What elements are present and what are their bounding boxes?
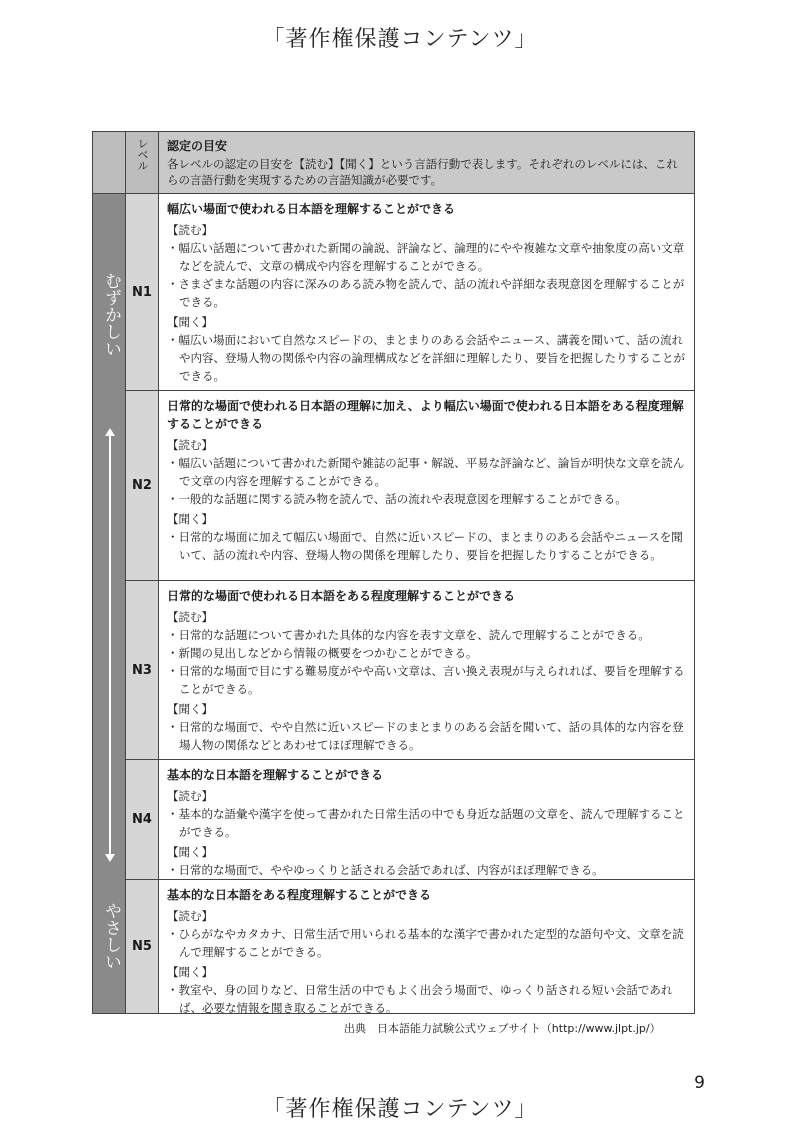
level-title: 日常的な場面で使われる日本語をある程度理解することができる — [167, 589, 516, 603]
listen-heading: 【聞く】 — [167, 965, 213, 979]
level-title: 日常的な場面で使われる日本語の理解に加え、より幅広い場面で使われる日本語をある程度理解することができる — [167, 399, 684, 431]
level-row-n2 — [126, 391, 694, 581]
read-heading: 【読む】 — [167, 223, 213, 237]
level-header-label: レベル — [136, 138, 149, 171]
level-description — [159, 880, 694, 1013]
listen-item: ・ 幅広い場面において自然なスピードの、まとまりのある会話やニュース、講義を聞いて、話の流れや内容、登場人物の関係や内容の論理構成などを詳細に理解したり、要旨を把握したりすることができる。 — [167, 331, 686, 385]
difficulty-arrow-line — [109, 434, 111, 859]
level-label: N4 — [126, 760, 159, 879]
difficulty-easy-label: やさしい — [101, 902, 121, 970]
arrow-down-icon — [105, 854, 115, 862]
listen-item: ・ 教室や、身の回りなど、日常生活の中でもよく出会う場面で、ゆっくり話される短い会話であれば、必要な情報を聞き取ることができる。 — [167, 981, 686, 1017]
level-label: N2 — [126, 391, 159, 580]
level-title: 基本的な日本語をある程度理解することができる — [167, 888, 432, 902]
listen-item: ・ 日常的な場面に加えて幅広い場面で、自然に近いスピードの、まとまりのある会話やニュースを聞いて、話の流れや内容、登場人物の関係を理解したり、要旨を把握したりすることができる。 — [167, 528, 686, 564]
level-row-n4 — [126, 760, 694, 880]
table-corner — [93, 132, 126, 194]
level-row-n5 — [126, 880, 694, 1013]
header-description-text: 各レベルの認定の目安を【読む】【聞く】という言語行動で表します。それぞれのレベルには、これらの言語行動を実現するための言語知識が必要です。 — [167, 157, 678, 187]
read-item: ・ 幅広い話題について書かれた新聞の論説、評論など、論理的にやや複雑な文章や抽象度の高い文章などを読んで、文章の構成や内容を理解することができる。 — [167, 239, 686, 275]
read-item: ・ 基本的な語彙や漢字を使って書かれた日常生活の中でも身近な話題の文章を、読んで理解することができる。 — [167, 805, 686, 841]
read-heading: 【読む】 — [167, 438, 213, 452]
difficulty-column — [93, 194, 126, 1013]
level-title: 幅広い場面で使われる日本語を理解することができる — [167, 202, 456, 216]
difficulty-hard-label: むずかしい — [101, 271, 121, 357]
level-description — [159, 391, 694, 580]
listen-heading: 【聞く】 — [167, 315, 213, 329]
level-row-n1 — [126, 194, 694, 391]
listen-heading: 【聞く】 — [167, 845, 213, 859]
read-item: ・ 一般的な話題に関する読み物を読んで、話の流れや表現意図を理解することができる。 — [167, 490, 686, 508]
level-column-header — [126, 132, 159, 194]
header-title: 認定の目安 — [167, 139, 228, 153]
source-citation: 出典 日本語能力試験公式ウェブサイト（http://www.jlpt.jp/） — [344, 1022, 661, 1035]
read-heading: 【読む】 — [167, 909, 213, 923]
level-description — [159, 194, 694, 390]
read-item: ・ 日常的な話題について書かれた具体的な内容を表す文章を、読んで理解することができる。 — [167, 626, 686, 644]
read-item: ・ 幅広い話題について書かれた新聞や雑誌の記事・解説、平易な評論など、論旨が明快な文章を読んで文章の内容を理解することができる。 — [167, 454, 686, 490]
copyright-banner-top: 「著作権保護コンテンツ」 — [262, 27, 538, 52]
table-header-description — [159, 132, 694, 194]
copyright-banner-bottom: 「著作権保護コンテンツ」 — [262, 1097, 538, 1122]
page-number: 9 — [694, 1073, 705, 1093]
read-heading: 【読む】 — [167, 610, 213, 624]
read-item: ・ 新聞の見出しなどから情報の概要をつかむことができる。 — [167, 644, 686, 662]
read-item: ・ ひらがなやカタカナ、日常生活で用いられる基本的な漢字で書かれた定型的な語句や文、文章を読んで理解することができる。 — [167, 925, 686, 961]
listen-heading: 【聞く】 — [167, 512, 213, 526]
listen-item: ・ 日常的な場面で、やや自然に近いスピードのまとまりのある会話を聞いて、話の具体的な内容を登場人物の関係などとあわせてほぼ理解できる。 — [167, 718, 686, 754]
jlpt-level-table — [92, 131, 695, 1014]
listen-item: ・ 日常的な場面で、ややゆっくりと話される会話であれば、内容がほぼ理解できる。 — [167, 861, 686, 879]
listen-heading: 【聞く】 — [167, 702, 213, 716]
read-item: ・ さまざまな話題の内容に深みのある読み物を読んで、話の流れや詳細な表現意図を理解することができる。 — [167, 275, 686, 311]
level-row-n3 — [126, 581, 694, 760]
level-description — [159, 760, 694, 879]
level-title: 基本的な日本語を理解することができる — [167, 768, 384, 782]
level-label: N5 — [126, 880, 159, 1013]
read-item: ・ 日常的な場面で目にする難易度がやや高い文章は、言い換え表現が与えられれば、要旨を理解することができる。 — [167, 662, 686, 698]
level-label: N1 — [126, 194, 159, 390]
level-label: N3 — [126, 581, 159, 759]
level-description — [159, 581, 694, 759]
read-heading: 【読む】 — [167, 789, 213, 803]
